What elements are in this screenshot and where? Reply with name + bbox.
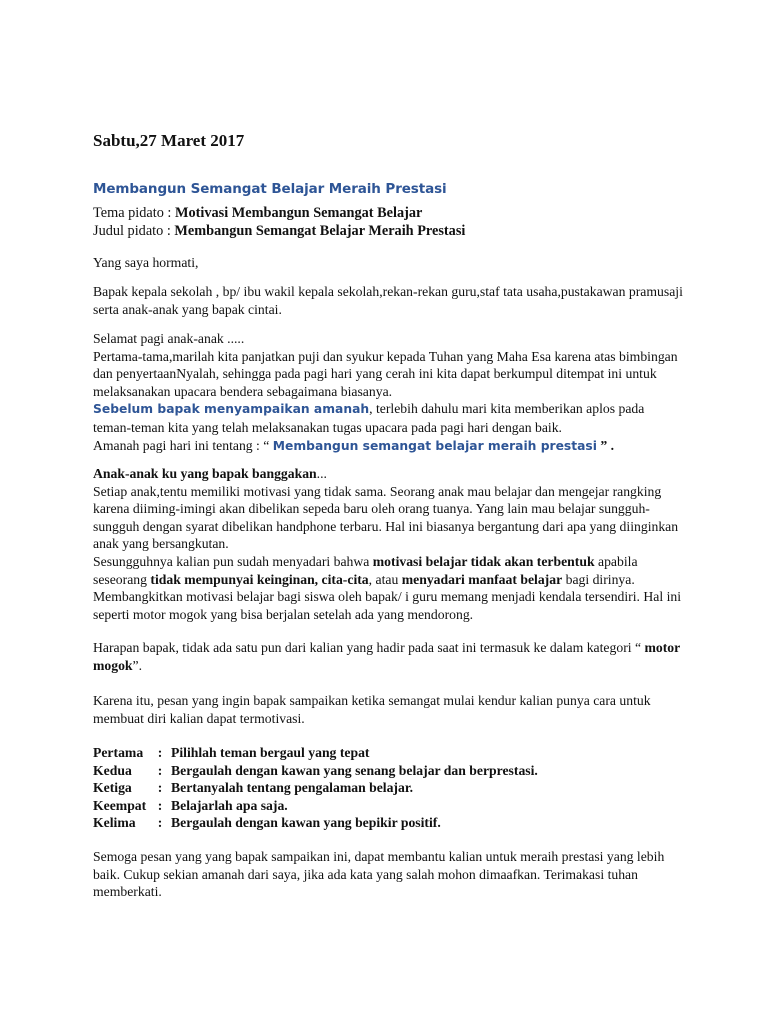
hope-text (93, 639, 683, 674)
list-item (93, 744, 683, 762)
list-item (93, 779, 683, 797)
amanah-highlight: Sebelum bapak menyampaikan amanah (93, 402, 370, 417)
list-item-key: Ketiga (93, 780, 132, 796)
document-heading: Membangun Semangat Belajar Meraih Prestasi (93, 181, 447, 197)
list-item-value: Bertanyalah tentang pengalaman belajar. (171, 780, 414, 796)
list-item-separator: : (157, 762, 163, 778)
awareness-text-3: , atau (368, 571, 402, 587)
applause-text: , terlebih dahulu mari kita memberikan aplos pada teman-teman kita yang telah melaksanakan tugas upacara pada pagi hari dengan baik. (93, 401, 645, 435)
title-label: Judul pidato : (93, 223, 175, 239)
motivation-salutation (93, 465, 683, 483)
list-item-separator: : (157, 797, 163, 813)
awareness-bold-2: tidak mempunyai keinginan, cita-cita (150, 571, 369, 587)
motivation-body-1: Setiap anak,tentu memiliki motivasi yang tidak sama. Seorang anak mau belajar dan mengejar rangking karena diiming-imingi akan dibelikan sepeda baru oleh orang tuanya. Yang lain mau belajar sungguh-sungguh dengan syarat dibelikan handphone terbaru. Hal ini biasanya bergantung dari apa yang diinginkan anak yang bersangkutan. (93, 483, 679, 552)
list-item-key: Kedua (93, 762, 132, 778)
closing-text: Semoga pesan yang yang bapak sampaikan ini, dapat membantu kalian untuk meraih prestasi yang lebih baik. Cukup sekian amanah dari saya, jika ada kata yang salah mohon dimaafkan. Terimakasi tuhan memberkati. (93, 849, 665, 900)
advice-intro: Karena itu, pesan yang ingin bapak sampaikan ketika semangat mulai kendur kalian punya cara untuk membuat diri kalian dapat termotivasi. (93, 693, 651, 726)
hope-paragraph (93, 639, 683, 674)
document-date: Sabtu,27 Maret 2017 (93, 131, 245, 150)
list-item-value: Bergaulah dengan kawan yang bepikir positif. (171, 815, 441, 831)
list-item (93, 762, 683, 780)
motivation-body-2: Membangkitkan motivasi belajar bagi siswa oleh bapak/ i guru memang menjadi kendala tersendiri. Hal ini seperti motor mogok yang bisa berjalan setelah ada yang mendorong. (93, 589, 682, 622)
awareness-text-4: bagi dirinya. (562, 571, 635, 587)
list-item (93, 814, 683, 832)
opening-gratitude: Pertama-tama,marilah kita panjatkan puji dan syukur kepada Tuhan yang Maha Esa karena atas bimbingan dan penyertaanNyalah, sehingga pada pagi hari yang cerah ini kita dapat berkumpul ditempat ini untuk melaksanakan upacara bendera sebagaimana biasanya. (93, 348, 678, 399)
greeting-block (93, 254, 683, 272)
salutation-bold: Anak-anak ku yang bapak banggakan (93, 466, 317, 481)
motivation-awareness (93, 553, 683, 588)
speech-title (93, 222, 465, 240)
amanah-topic (93, 437, 683, 456)
list-item-separator: : (157, 815, 163, 831)
salutation-ellipsis: ... (316, 466, 327, 481)
list-item-key: Keempat (93, 797, 147, 813)
hope-body: Harapan bapak, tidak ada satu pun dari kalian yang hadir pada saat ini termasuk ke dalam kategori “ (93, 640, 645, 655)
greeting: Yang saya hormati, (93, 255, 199, 270)
hope-bold: motor mogok (93, 640, 680, 673)
theme-value: Motivasi Membangun Semangat Belajar (174, 205, 423, 221)
list-item (93, 797, 683, 815)
speech-theme (93, 204, 465, 222)
awareness-bold-1: motivasi belajar tidak akan terbentuk (372, 553, 595, 569)
list-item-separator: : (157, 780, 163, 796)
list-item-value: Bergaulah dengan kawan yang senang belajar dan berprestasi. (171, 762, 538, 778)
advice-intro-paragraph (93, 692, 683, 727)
list-item-key: Pertama (93, 745, 144, 760)
opening-greeting: Selamat pagi anak-anak ..... (93, 331, 245, 346)
amanah-prefix: Amanah pagi hari ini tentang : “ (93, 437, 273, 453)
awareness-bold-3: menyadari manfaat belajar (401, 571, 563, 587)
list-item-separator: : (157, 745, 163, 760)
opening-paragraph (93, 330, 683, 455)
closing-paragraph (93, 848, 683, 901)
address-text: Bapak kepala sekolah , bp/ ibu wakil kepala sekolah,rekan-rekan guru,staf tata usaha,pustakawan pramusaji serta anak-anak yang bapak cintai. (93, 284, 683, 317)
theme-label: Tema pidato : (93, 205, 175, 221)
title-value: Membangun Semangat Belajar Meraih Prestasi (174, 223, 466, 239)
opening-applause (93, 400, 683, 436)
advice-list (93, 744, 683, 832)
address-paragraph (93, 283, 683, 318)
hope-suffix: ”. (132, 657, 143, 673)
awareness-text-1: Sesungguhnya kalian pun sudah menyadari bahwa (93, 553, 373, 569)
speech-meta (93, 204, 465, 240)
awareness-text-2: apabila seseorang (93, 553, 638, 587)
list-item-value: Pilihlah teman bergaul yang tepat (171, 745, 370, 760)
motivation-paragraph (93, 465, 683, 623)
list-item-key: Kelima (93, 815, 136, 831)
list-item-value: Belajarlah apa saja. (171, 797, 288, 813)
amanah-topic-highlight: Membangun semangat belajar meraih prestasi (272, 438, 597, 453)
amanah-suffix: ” . (596, 437, 615, 453)
